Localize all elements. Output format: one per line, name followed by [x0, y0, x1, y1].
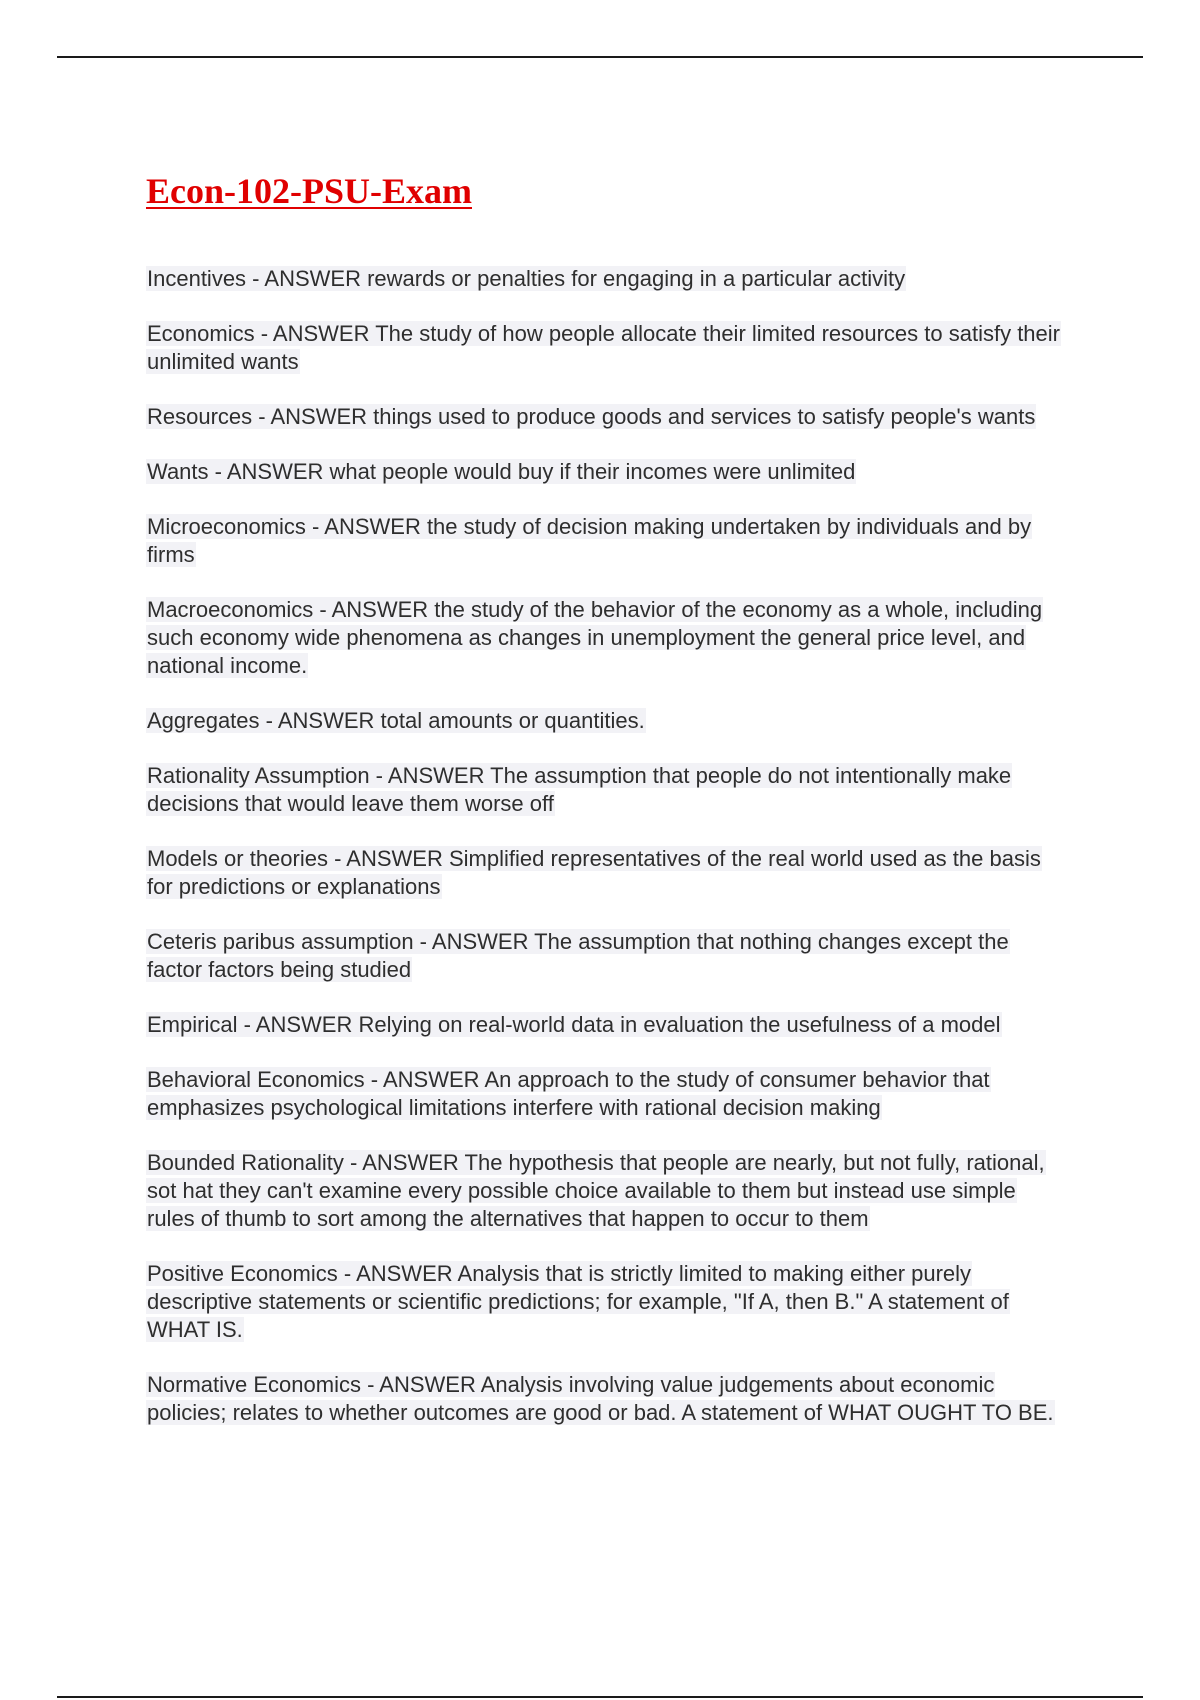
qa-item	[146, 596, 1066, 680]
qa-item	[146, 403, 1066, 431]
document-title: Econ-102-PSU-Exam	[146, 171, 472, 211]
qa-item	[146, 1066, 1066, 1122]
document-body	[146, 170, 1066, 1454]
qa-item	[146, 513, 1066, 569]
qa-item-text: Incentives - ANSWER rewards or penalties for engaging in a particular activity	[147, 266, 906, 292]
qa-item	[146, 458, 1066, 486]
qa-item-text: Wants - ANSWER what people would buy if their incomes were unlimited	[147, 459, 856, 485]
header-rule	[57, 56, 1143, 58]
qa-item-text: Normative Economics - ANSWER Analysis involving value judgements about economic policies; relates to whether outcomes are good or bad. A statement of WHAT OUGHT TO BE.	[147, 1372, 1054, 1426]
qa-item	[146, 1011, 1066, 1039]
qa-item	[146, 320, 1066, 376]
qa-item	[146, 1260, 1066, 1344]
qa-list	[146, 265, 1066, 1427]
qa-item-text: Positive Economics - ANSWER Analysis that is strictly limited to making either purely descriptive statements or scientific predictions; for example, "If A, then B." A statement of WHAT IS.	[147, 1261, 1009, 1343]
qa-item-text: Macroeconomics - ANSWER the study of the behavior of the economy as a whole, including such economy wide phenomena as changes in unemployment the general price level, and national income.	[147, 597, 1043, 679]
qa-item	[146, 707, 1066, 735]
qa-item	[146, 845, 1066, 901]
footer-rule	[57, 1696, 1143, 1698]
qa-item-text: Rationality Assumption - ANSWER The assumption that people do not intentionally make decisions that would leave them worse off	[147, 763, 1012, 817]
qa-item-text: Empirical - ANSWER Relying on real-world data in evaluation the usefulness of a model	[147, 1012, 1001, 1038]
qa-item	[146, 762, 1066, 818]
qa-item	[146, 1149, 1066, 1233]
qa-item-text: Behavioral Economics - ANSWER An approach to the study of consumer behavior that emphasizes psychological limitations interfere with rational decision making	[147, 1067, 990, 1121]
qa-item-text: Microeconomics - ANSWER the study of decision making undertaken by individuals and by firms	[147, 514, 1032, 568]
qa-item-text: Models or theories - ANSWER Simplified representatives of the real world used as the basis for predictions or explanations	[147, 846, 1041, 900]
qa-item-text: Aggregates - ANSWER total amounts or quantities.	[147, 708, 645, 734]
qa-item-text: Ceteris paribus assumption - ANSWER The assumption that nothing changes except the factor factors being studied	[147, 929, 1009, 983]
qa-item	[146, 1371, 1066, 1427]
qa-item-text: Resources - ANSWER things used to produce goods and services to satisfy people's wants	[147, 404, 1036, 430]
qa-item	[146, 928, 1066, 984]
qa-item-text: Economics - ANSWER The study of how people allocate their limited resources to satisfy their unlimited wants	[147, 321, 1060, 375]
qa-item	[146, 265, 1066, 293]
qa-item-text: Bounded Rationality - ANSWER The hypothesis that people are nearly, but not fully, rational, sot hat they can't examine every possible choice available to them but instead use simple rules of thumb to sort among the alternatives that happen to occur to them	[147, 1150, 1045, 1232]
